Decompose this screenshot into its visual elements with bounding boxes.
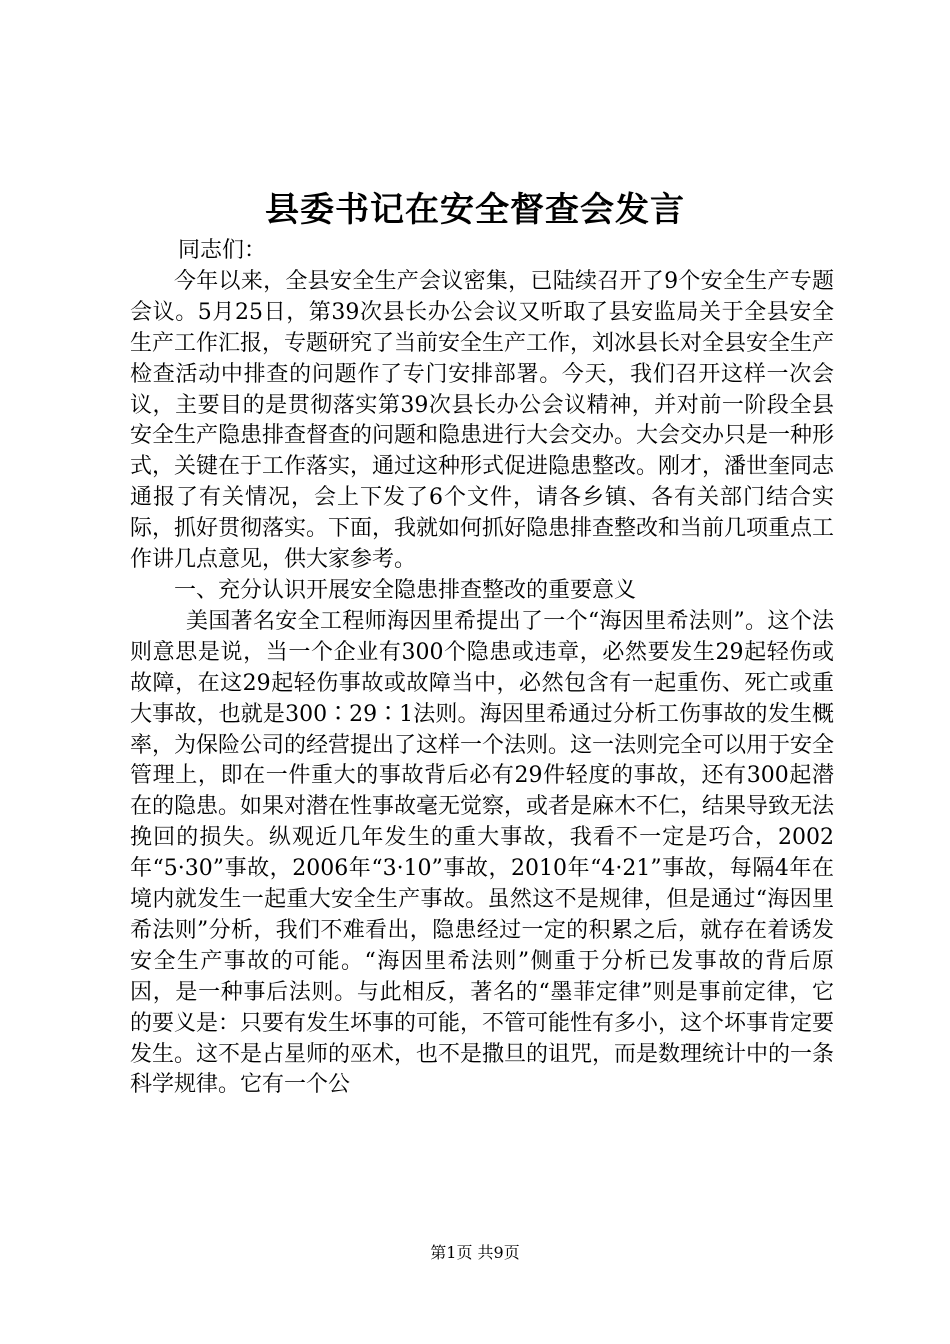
salutation: 同志们：	[178, 238, 267, 263]
section-heading: 一、充分认识开展安全隐患排查整改的重要意义	[174, 577, 637, 603]
document-title: 县委书记在安全督查会发言	[265, 190, 685, 230]
document-body	[130, 236, 834, 1101]
paragraph: 今年以来，全县安全生产会议密集，已陆续召开了9个安全生产专题会议。5月25日，第39次县长办公会议又听取了县安监局关于全县安全生产工作汇报，专题研究了当前安全生产工作，刘冰县长对全县安全生产检查活动中排查的问题作了专门安排部署。今天，我们召开这样一次会议，主要目的是贯彻落实第39次县长办公会议精神，并对前一阶段全县安全生产隐患排查督查的问题和隐患进行大会交办。大会交办只是一种形式，关键在于工作落实，通过这种形式促进隐患整改。刚才，潘世奎同志通报了有关情况，会上下发了6个文件，请各乡镇、各有关部门结合实际，抓好贯彻落实。下面，我就如何抓好隐患排查整改和当前几项重点工作讲几点意见，供大家参考。	[130, 268, 835, 573]
page-indicator: 第1页 共9页	[430, 1243, 520, 1262]
paragraph: 美国著名安全工程师海因里希提出了一个“海因里希法则”。这个法则意思是说，当一个企业有300个隐患或违章，必然要发生29起轻伤或故障，在这29起轻伤事故或故障当中，必然包含有一起重伤、死亡或重大事故，也就是300∶29∶1法则。海因里希通过分析工伤事故的发生概率，为保险公司的经营提出了这样一个法则。这一法则完全可以用于安全管理上，即在一件重大的事故背后必有29件轻度的事故，还有300起潜在的隐患。如果对潜在性事故毫无觉察，或者是麻木不仁，结果导致无法挽回的损失。纵观近几年发生的重大事故，我看不一定是巧合，2002年“5·30”事故，2006年“3·10”事故，2010年“4·21”事故，每隔4年在境内就发生一起重大安全生产事故。虽然这不是规律，但是通过“海因里希法则”分析，我们不难看出，隐患经过一定的积累之后，就存在着诱发安全生产事故的可能。“海因里希法则”侧重于分析已发事故的背后原因，是一种事后法则。与此相反，著名的“墨菲定律”则是事前定律，它的要义是：只要有发生坏事的可能，不管可能性有多小，这个坏事肯定要发生。这不是占星师的巫术，也不是撒旦的诅咒，而是数理统计中的一条科学规律。它有一个公	[130, 608, 835, 1098]
